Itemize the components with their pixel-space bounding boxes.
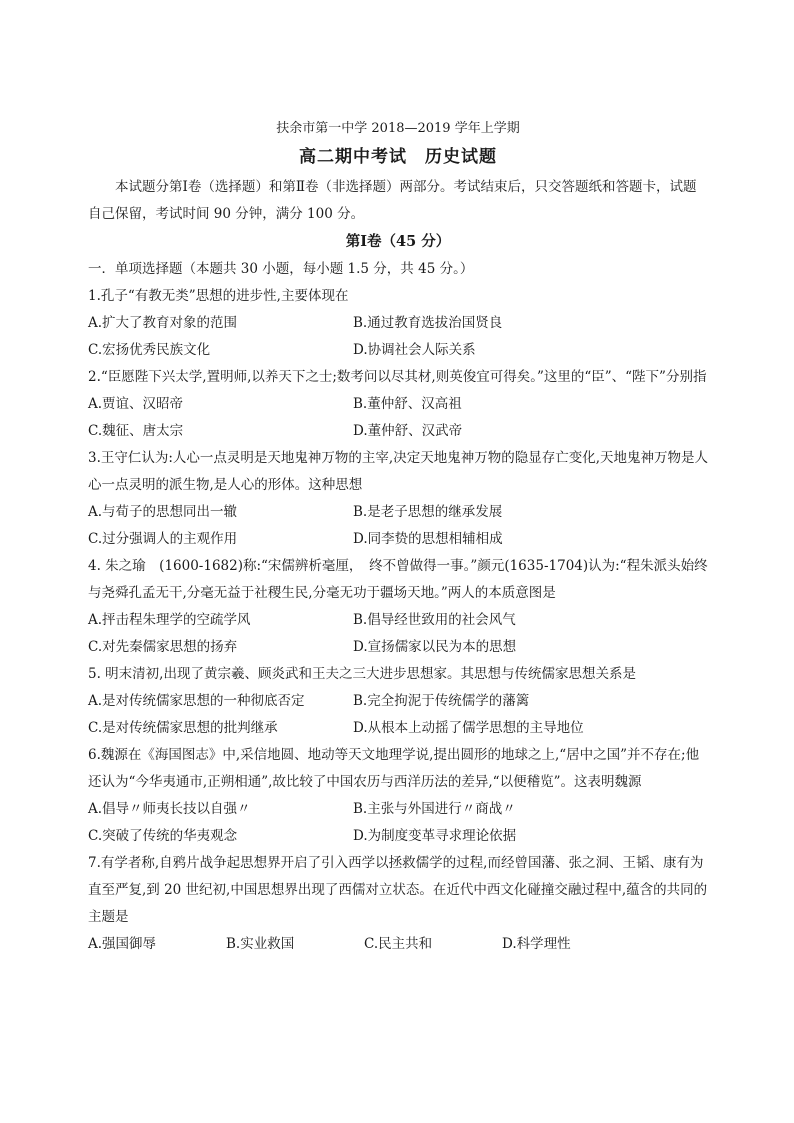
option-c: C.魏征、唐太宗 xyxy=(88,423,184,439)
options-row xyxy=(88,526,708,553)
options-row xyxy=(88,931,708,958)
question-2 xyxy=(88,364,708,445)
option-c: C.过分强调人的主观作用 xyxy=(88,531,238,547)
option-c: C.民主共和 xyxy=(364,936,433,952)
option-b: B.是老子思想的继承发展 xyxy=(353,504,503,520)
option-c: C.突破了传统的华夷观念 xyxy=(88,828,238,844)
option-d: D.协调社会人际关系 xyxy=(353,342,476,358)
section-instruction: 一．单项选择题（本题共 30 小题，每小题 1.5 分，共 45 分。） xyxy=(88,261,474,277)
option-a: A.倡导〃师夷长技以自强〃 xyxy=(88,801,251,817)
option-b: B.完全拘泥于传统儒学的藩篱 xyxy=(353,693,530,709)
option-c: C.是对传统儒家思想的批判继承 xyxy=(88,720,278,736)
option-a: A.强国御辱 xyxy=(88,936,157,952)
question-text: 3.王守仁认为:人心一点灵明是天地鬼神万物的主宰,决定天地鬼神万物的隐显存亡变化,天地鬼神万物是人心一点灵明的派生物,是人心的形体。这种思想 xyxy=(88,450,709,493)
question-7 xyxy=(88,850,708,958)
options-row xyxy=(88,391,708,418)
options-row xyxy=(88,634,708,661)
question-1 xyxy=(88,283,708,364)
option-d: D.宣扬儒家以民为本的思想 xyxy=(353,639,517,655)
school-header: 扶余市第一中学 2018—2019 学年上学期 xyxy=(276,121,520,136)
option-c: C.宏扬优秀民族文化 xyxy=(88,342,211,358)
options-row xyxy=(88,688,708,715)
option-d: D.从根本上动摇了儒学思想的主导地位 xyxy=(353,720,584,736)
option-b: B.倡导经世致用的社会风气 xyxy=(353,612,516,628)
question-text: 1.孔子“有教无类”思想的进步性,主要体现在 xyxy=(88,288,349,304)
option-d: D.为制度变革寻求理论依据 xyxy=(353,828,517,844)
options-row xyxy=(88,607,708,634)
options-row xyxy=(88,796,708,823)
option-a: A.抨击程朱理学的空疏学风 xyxy=(88,612,251,628)
options-row xyxy=(88,715,708,742)
options-row xyxy=(88,823,708,850)
question-text: 7.有学者称,自鸦片战争起思想界开启了引入西学以拯救儒学的过程,而经曾国藩、张之洞、王韬、康有为直至严复,到 20 世纪初,中国思想界出现了西儒对立状态。在近代中西文化碰撞交融过程中,蕴含的共同的主题是 xyxy=(88,855,708,925)
option-d: D.董仲舒、汉武帝 xyxy=(353,423,463,439)
option-d: D.同李贽的思想相辅相成 xyxy=(353,531,503,547)
options-row xyxy=(88,337,708,364)
exam-title: 高二期中考试 历史试题 xyxy=(299,147,497,167)
options-row xyxy=(88,499,708,526)
question-text: 2.“臣愿陛下兴太学,置明师,以养天下之士;数考问以尽其材,则英俊宜可得矣。”这里的“臣”、“陛下”分别指 xyxy=(88,369,707,385)
exam-page xyxy=(88,118,708,958)
option-a: A.贾谊、汉昭帝 xyxy=(88,396,184,412)
exam-intro: 本试题分第Ⅰ卷（选择题）和第Ⅱ卷（非选择题）两部分。考试结束后，只交答题纸和答题卡，试题自己保留，考试时间 90 分钟，满分 100 分。 xyxy=(88,179,697,222)
question-3 xyxy=(88,445,708,553)
options-row xyxy=(88,418,708,445)
question-4 xyxy=(88,553,708,661)
option-c: C.对先秦儒家思想的扬弃 xyxy=(88,639,238,655)
question-6 xyxy=(88,742,708,850)
option-b: B.实业救国 xyxy=(226,936,295,952)
question-text: 4. 朱之瑜 (1600-1682)称:“宋儒辨析毫厘， 终不曾做得一事。”颜元(1635-1704)认为:“程朱派头始终与尧舜孔孟无干,分毫无益于社稷生民,分毫无功于疆场天地。”两人的本质意图是 xyxy=(88,558,708,601)
question-5 xyxy=(88,661,708,742)
option-a: A.扩大了教育对象的范围 xyxy=(88,315,238,331)
option-b: B.董仲舒、汉高祖 xyxy=(353,396,462,412)
option-b: B.主张与外国进行〃商战〃 xyxy=(353,801,516,817)
option-a: A.与荀子的思想同出一辙 xyxy=(88,504,238,520)
option-a: A.是对传统儒家思想的一种彻底否定 xyxy=(88,693,305,709)
option-b: B.通过教育选拔治国贤良 xyxy=(353,315,503,331)
options-row xyxy=(88,310,708,337)
question-text: 5. 明末清初,出现了黄宗羲、顾炎武和王夫之三大进步思想家。其思想与传统儒家思想关系是 xyxy=(88,666,636,682)
question-text: 6.魏源在《海国图志》中,采信地圆、地动等天文地理学说,提出圆形的地球之上,“居中之国”并不存在;他还认为“今华夷通市,正朔相通”,故比较了中国农历与西洋历法的差异,“以便稽览”。这表明魏源 xyxy=(88,747,700,790)
option-d: D.科学理性 xyxy=(502,936,571,952)
section-title: 第Ⅰ卷（45 分） xyxy=(345,233,451,250)
